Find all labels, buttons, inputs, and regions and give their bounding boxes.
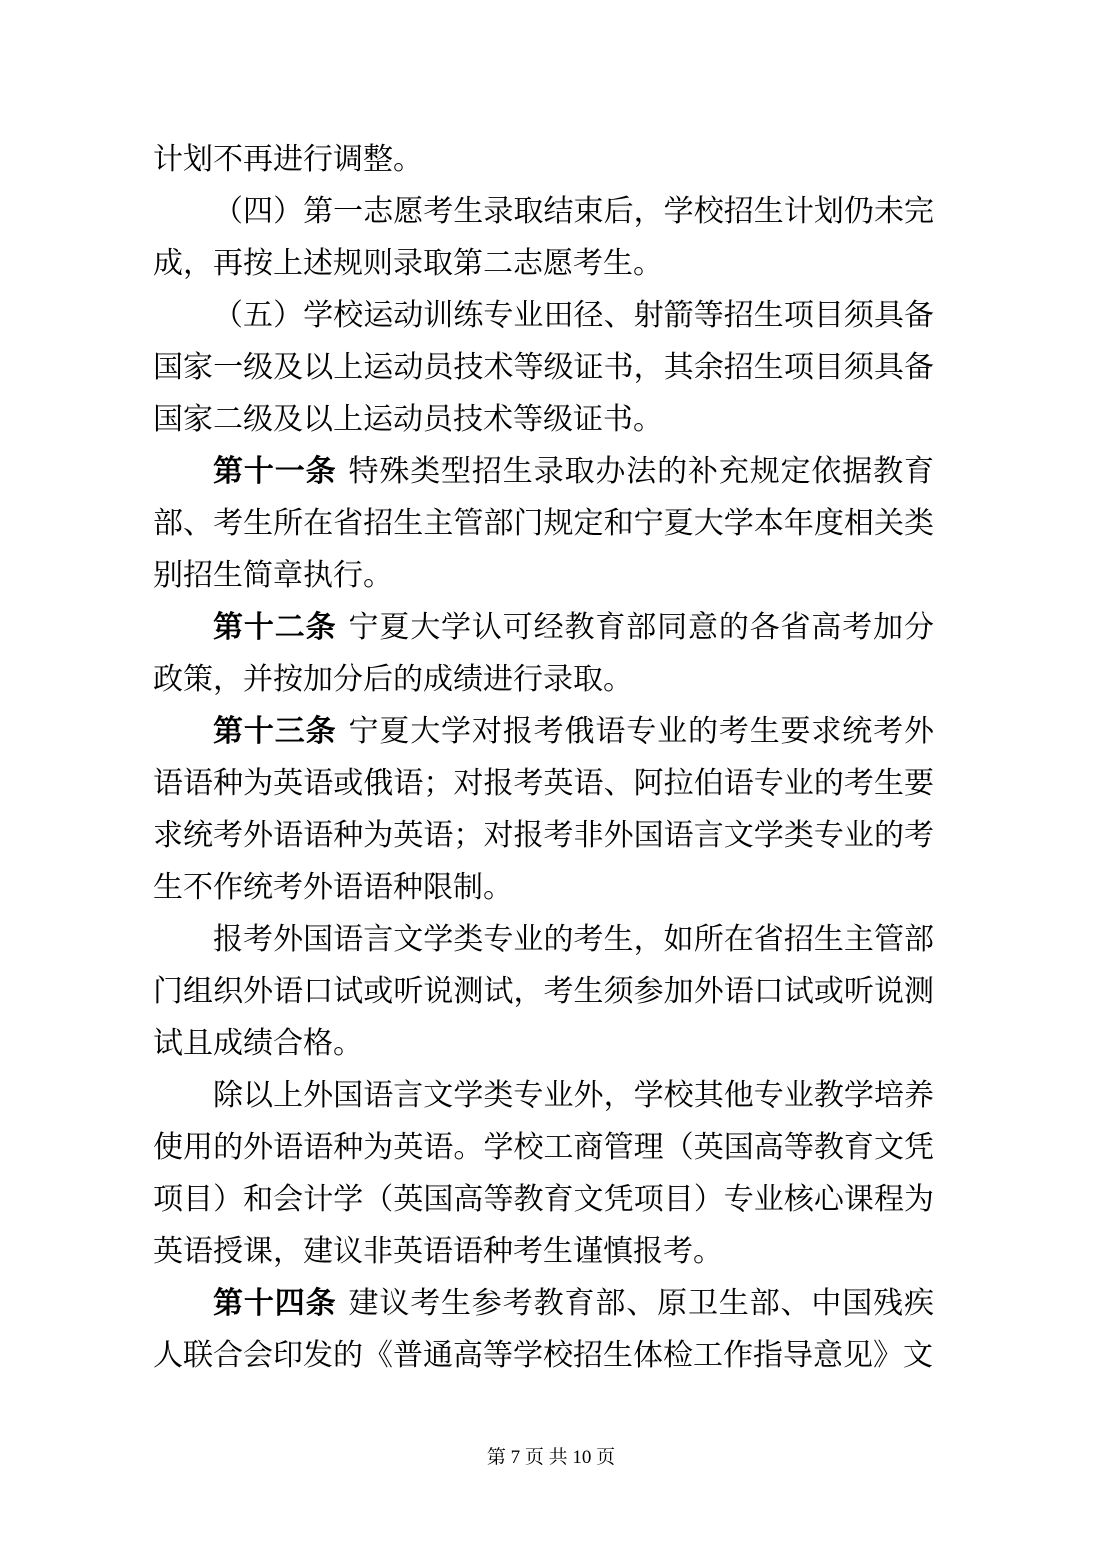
page-number: 第 7 页 共 10 页 (486, 1447, 616, 1468)
article-term: 第十二条 (213, 611, 337, 644)
paragraph-text: 宁夏大学认可经教育部同意的各省高考加分政策，并按加分后的成绩进行录取。 (153, 611, 935, 696)
article-term: 第十四条 (213, 1287, 337, 1320)
paragraph-article-13 (153, 706, 934, 914)
paragraph-text: 建议考生参考教育部、原卫生部、中国残疾人联合会印发的《普通高等学校招生体检工作指导意见》文 (153, 1287, 935, 1372)
paragraph-text: 宁夏大学对报考俄语专业的考生要求统考外语语种为英语或俄语；对报考英语、阿拉伯语专业的考生要求统考外语语种为英语；对报考非外国语言文学类专业的考生不作统考外语语种限制。 (153, 715, 935, 904)
paragraph-text: 特殊类型招生录取办法的补充规定依据教育部、考生所在省招生主管部门规定和宁夏大学本年度相关类别招生简章执行。 (153, 455, 935, 592)
paragraph-text: 除以上外国语言文学类专业外，学校其他专业教学培养使用的外语语种为英语。学校工商管理（英国高等教育文凭项目）和会计学（英国高等教育文凭项目）专业核心课程为英语授课，建议非英语语种考生谨慎报考。 (153, 1079, 934, 1268)
paragraph-text: （五）学校运动训练专业田径、射箭等招生项目须具备国家一级及以上运动员技术等级证书，其余招生项目须具备国家二级及以上运动员技术等级证书。 (153, 299, 934, 436)
paragraph-article-12 (153, 602, 934, 706)
paragraph-text: （四）第一志愿考生录取结束后，学校招生计划仍未完成，再按上述规则录取第二志愿考生。 (153, 195, 934, 280)
document-body (153, 134, 934, 1382)
paragraph-text: 报考外国语言文学类专业的考生，如所在省招生主管部门组织外语口试或听说测试，考生须参加外语口试或听说测试且成绩合格。 (153, 923, 934, 1060)
article-term: 第十三条 (213, 715, 337, 748)
paragraph-item-4 (153, 186, 934, 290)
paragraph-plan-adjustment (153, 134, 934, 186)
paragraph-foreign-language-test (153, 914, 934, 1070)
paragraph-text: 计划不再进行调整。 (153, 143, 423, 176)
page-footer (0, 1448, 1102, 1467)
paragraph-article-14 (153, 1278, 934, 1382)
paragraph-english-teaching (153, 1070, 934, 1278)
article-term: 第十一条 (213, 455, 337, 488)
paragraph-item-5 (153, 290, 934, 446)
paragraph-article-11 (153, 446, 934, 602)
